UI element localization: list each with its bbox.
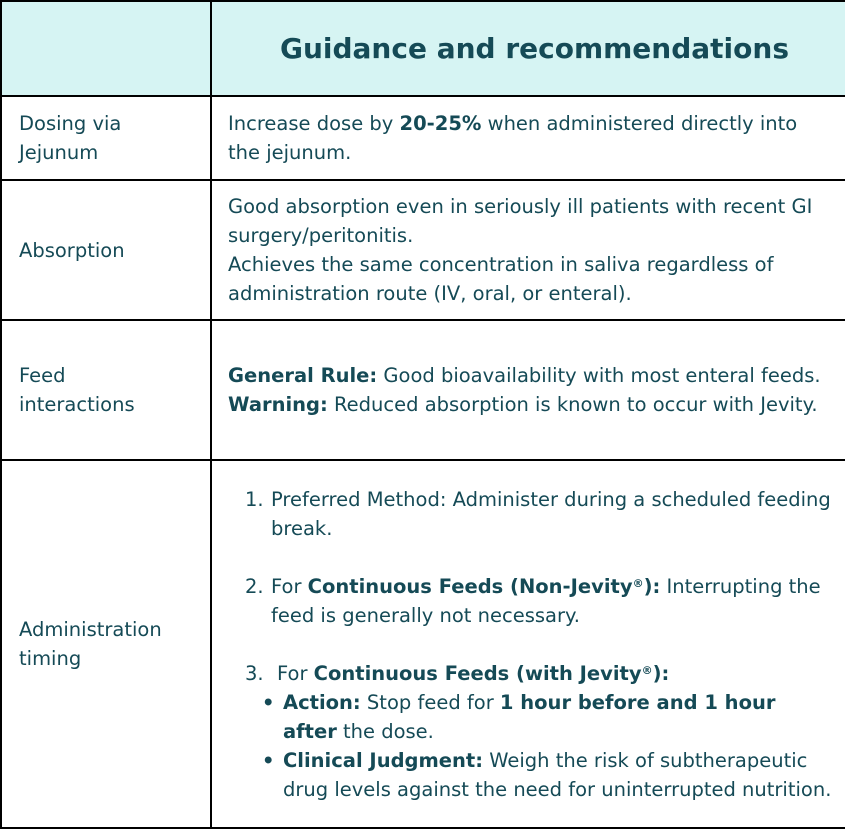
feed-warning-label: Warning: bbox=[228, 393, 328, 416]
row-text-timing bbox=[211, 460, 845, 828]
header-empty-cell bbox=[1, 1, 211, 96]
dosing-text-after: when administered directly into the jejunum. bbox=[228, 112, 798, 164]
timing-step-3 bbox=[228, 659, 835, 688]
row-label-feed-line1: Feed bbox=[19, 364, 66, 387]
row-label-timing-line2: timing bbox=[19, 647, 82, 670]
timing-step-3-bold: Continuous Feeds (with Jevity®): bbox=[313, 661, 670, 685]
row-label-dosing-line2: Jejunum bbox=[19, 141, 99, 164]
row-label-feed-line2: interactions bbox=[19, 393, 135, 416]
sub-action-text: Stop feed for bbox=[360, 690, 500, 714]
table-row-dosing bbox=[1, 96, 845, 180]
registered-mark: ® bbox=[641, 663, 653, 677]
timing-step-1-number: 1. bbox=[245, 487, 264, 511]
absorption-text-1: Good absorption even in seriously ill patients with recent GI surgery/peritonitis. bbox=[228, 195, 813, 247]
table-row-absorption bbox=[1, 180, 845, 320]
timing-step-2 bbox=[228, 572, 835, 630]
table-header-row bbox=[1, 1, 845, 96]
timing-sub-list bbox=[228, 688, 835, 804]
dosing-text-before: Increase dose by bbox=[228, 112, 400, 135]
timing-step-2-text: Interrupting the feed is generally not necessary. bbox=[271, 574, 821, 627]
timing-step-1 bbox=[228, 485, 835, 543]
timing-step-3-pre: For bbox=[277, 661, 314, 685]
header-title: Guidance and recommendations bbox=[211, 1, 845, 96]
timing-step-2-number: 2. bbox=[245, 574, 264, 598]
absorption-text-2: Achieves the same concentration in saliva regardless of administration route (IV, oral, or enteral). bbox=[228, 253, 774, 305]
sub-judgment-text: Weigh the risk of subtherapeutic drug levels against the need for uninterrupted nutrition. bbox=[283, 748, 832, 801]
feed-warning-text: Reduced absorption is known to occur with Jevity. bbox=[327, 393, 818, 416]
bullet-icon: • bbox=[262, 748, 275, 772]
feed-rule-label: General Rule: bbox=[228, 364, 378, 387]
list-spacer bbox=[228, 630, 835, 659]
sub-judgment-label: Clinical Judgment: bbox=[283, 748, 484, 772]
sub-action-bold: 1 hour before and 1 hour after bbox=[283, 690, 776, 743]
row-label-dosing-line1: Dosing via bbox=[19, 112, 122, 135]
feed-rule-text: Good bioavailability with most enteral feeds. bbox=[377, 364, 821, 387]
timing-step-1-text: Preferred Method: Administer during a scheduled feeding break. bbox=[271, 487, 831, 540]
list-spacer bbox=[228, 543, 835, 572]
dosing-text-bold: 20-25% bbox=[399, 112, 482, 135]
row-label-feed bbox=[1, 320, 211, 460]
row-text-dosing bbox=[211, 96, 845, 180]
row-text-absorption bbox=[211, 180, 845, 320]
bullet-icon: • bbox=[262, 690, 275, 714]
timing-list bbox=[228, 485, 835, 688]
row-label-absorption: Absorption bbox=[1, 180, 211, 320]
timing-step-2-pre: For bbox=[271, 574, 308, 598]
timing-step-3-number: 3. bbox=[245, 661, 264, 685]
table-row-timing bbox=[1, 460, 845, 828]
row-text-feed bbox=[211, 320, 845, 460]
table-row-feed bbox=[1, 320, 845, 460]
timing-sub-action bbox=[255, 688, 835, 746]
sub-action-label: Action: bbox=[283, 690, 361, 714]
row-label-timing-line1: Administration bbox=[19, 618, 162, 641]
feed-general-rule bbox=[228, 361, 835, 390]
sub-action-end: the dose. bbox=[336, 719, 434, 743]
registered-mark: ® bbox=[632, 576, 644, 590]
feed-warning bbox=[228, 390, 835, 419]
timing-sub-clinical-judgment bbox=[255, 746, 835, 804]
row-label-dosing bbox=[1, 96, 211, 180]
row-label-timing bbox=[1, 460, 211, 828]
timing-step-2-bold: Continuous Feeds (Non-Jevity®): bbox=[307, 574, 661, 598]
